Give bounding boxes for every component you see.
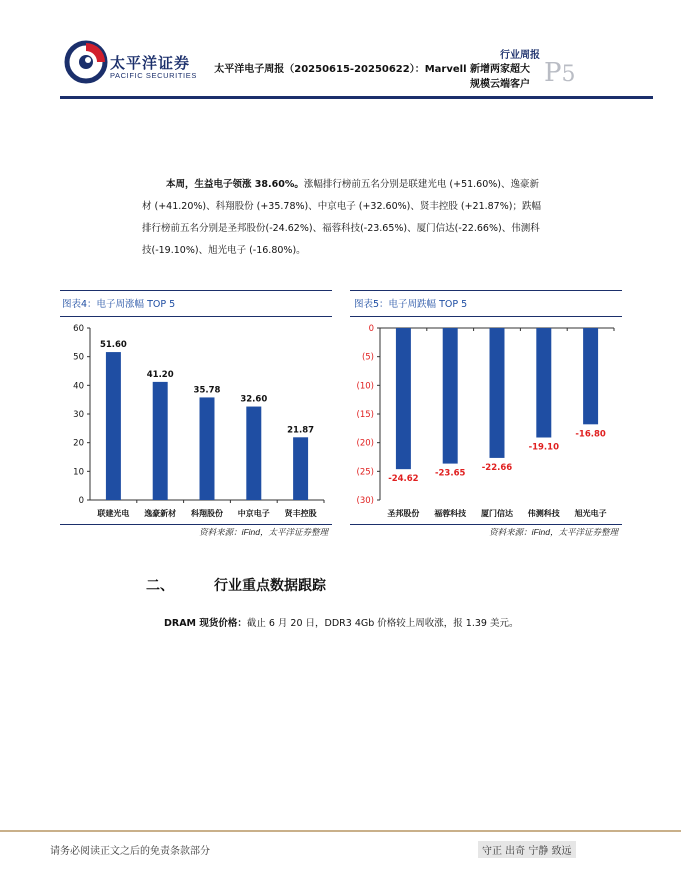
category-label: 逸豪新材: [144, 509, 177, 518]
figure5-top-rule: [350, 290, 622, 291]
report-title-line2: 规模云端客户: [470, 79, 530, 90]
figure4-title: 图表4：电子周涨幅 TOP 5: [62, 299, 176, 310]
y-tick-label: (15): [356, 410, 374, 420]
dram-label: DRAM 现货价格：: [164, 618, 247, 629]
footer-motto: 守正 出奇 宁静 致远: [478, 841, 576, 858]
category-label: 福蓉科技: [434, 509, 467, 518]
bar-3: [490, 328, 505, 458]
bar-2: [443, 328, 458, 464]
data-label: -24.62: [388, 474, 419, 485]
y-tick-label: 40: [73, 381, 84, 392]
figure5-title-rule: [350, 316, 622, 317]
logo-name-cn: 太平洋证券: [110, 54, 191, 72]
summary-body: 涨幅排行榜前五名分别是联建光电 (+51.60%)、逸豪新材 (+41.20%)、科翔股份 (+35.78%)、中京电子 (+32.60%)、贤丰控股 (+21.87%)；跌幅排行榜前五名分别是圣邦股份(-24.62%)、福蓉科技(-23.65%)、厦门信达(-22.66%)、伟测科技(-19.10%)、旭光电子 (-16.80%)。: [142, 179, 541, 256]
bar-1: [106, 352, 121, 500]
section-number: 二、: [146, 578, 174, 594]
y-tick-label: 0: [368, 324, 374, 334]
report-type: 行业周报: [500, 50, 540, 61]
y-tick-label: (25): [356, 467, 374, 478]
logo-name-en: PACIFIC SECURITIES: [110, 71, 197, 80]
data-label: 32.60: [240, 394, 268, 405]
data-label: 41.20: [146, 369, 174, 380]
category-label: 贤丰控股: [284, 509, 317, 518]
dram-price-paragraph: [164, 613, 644, 635]
category-label: 科翔股份: [191, 509, 223, 518]
data-label: -19.10: [528, 442, 560, 453]
category-label: 厦门信达: [481, 509, 513, 518]
gainers-bar-chart: [60, 318, 332, 522]
bar-3: [200, 397, 215, 500]
figure4-title-rule: [60, 316, 332, 317]
category-label: 伟测科技: [527, 509, 560, 518]
page-digit: 5: [561, 62, 576, 87]
data-label: 35.78: [193, 385, 221, 396]
figure5-bottom-rule: [350, 524, 622, 525]
bar-5: [583, 328, 598, 424]
y-tick-label: (20): [356, 438, 374, 449]
section-title: 行业重点数据跟踪: [214, 578, 326, 594]
header-rule: [60, 96, 653, 99]
data-label: 21.87: [287, 425, 315, 436]
weekly-summary-paragraph: [142, 174, 542, 262]
data-label: -22.66: [481, 462, 513, 473]
dram-text: 截止 6 月 20 日，DDR3 4Gb 价格较上周收涨，报 1.39 美元。: [246, 618, 519, 629]
logo-emblem-icon: [64, 38, 108, 84]
y-tick-label: 50: [73, 352, 84, 363]
y-tick-label: (10): [356, 381, 374, 392]
footer-disclaimer: 请务必阅读正文之后的免责条款部分: [50, 846, 210, 857]
category-label: 中京电子: [237, 509, 270, 518]
report-title-line1: 太平洋电子周报（20250615-20250622）：Marvell 新增两家超大: [214, 64, 530, 75]
category-label: 联建光电: [97, 509, 130, 518]
page-number: [544, 58, 576, 88]
data-label: 51.60: [99, 340, 127, 351]
y-tick-label: (5): [361, 352, 374, 363]
figure5-title: 图表5：电子周跌幅 TOP 5: [354, 299, 468, 310]
bar-5: [293, 437, 308, 500]
y-tick-label: 0: [78, 496, 84, 506]
bar-1: [396, 328, 411, 469]
footer-rule: [0, 830, 681, 832]
data-label: -23.65: [434, 468, 466, 479]
company-logo: [64, 38, 204, 84]
category-label: 圣邦股份: [387, 509, 420, 518]
category-label: 旭光电子: [574, 509, 607, 518]
y-tick-label: 10: [73, 467, 84, 478]
decliners-bar-chart: [350, 318, 622, 522]
y-tick-label: 30: [73, 410, 84, 420]
data-label: -16.80: [575, 429, 606, 440]
y-tick-label: 60: [73, 324, 84, 334]
bar-2: [153, 382, 168, 500]
figure4-bottom-rule: [60, 524, 332, 525]
figure5-source: 资料来源：iFind，太平洋证券整理: [489, 527, 618, 537]
bar-4: [536, 328, 551, 438]
figure4-top-rule: [60, 290, 332, 291]
y-tick-label: 20: [73, 438, 84, 449]
report-title: [190, 62, 530, 92]
page-prefix: P: [544, 58, 562, 88]
bar-4: [246, 407, 261, 500]
y-tick-label: (30): [356, 496, 374, 506]
figure4-source: 资料来源：iFind，太平洋证券整理: [199, 527, 328, 537]
summary-lead: 本周，生益电子领涨 38.60%。: [166, 179, 304, 190]
